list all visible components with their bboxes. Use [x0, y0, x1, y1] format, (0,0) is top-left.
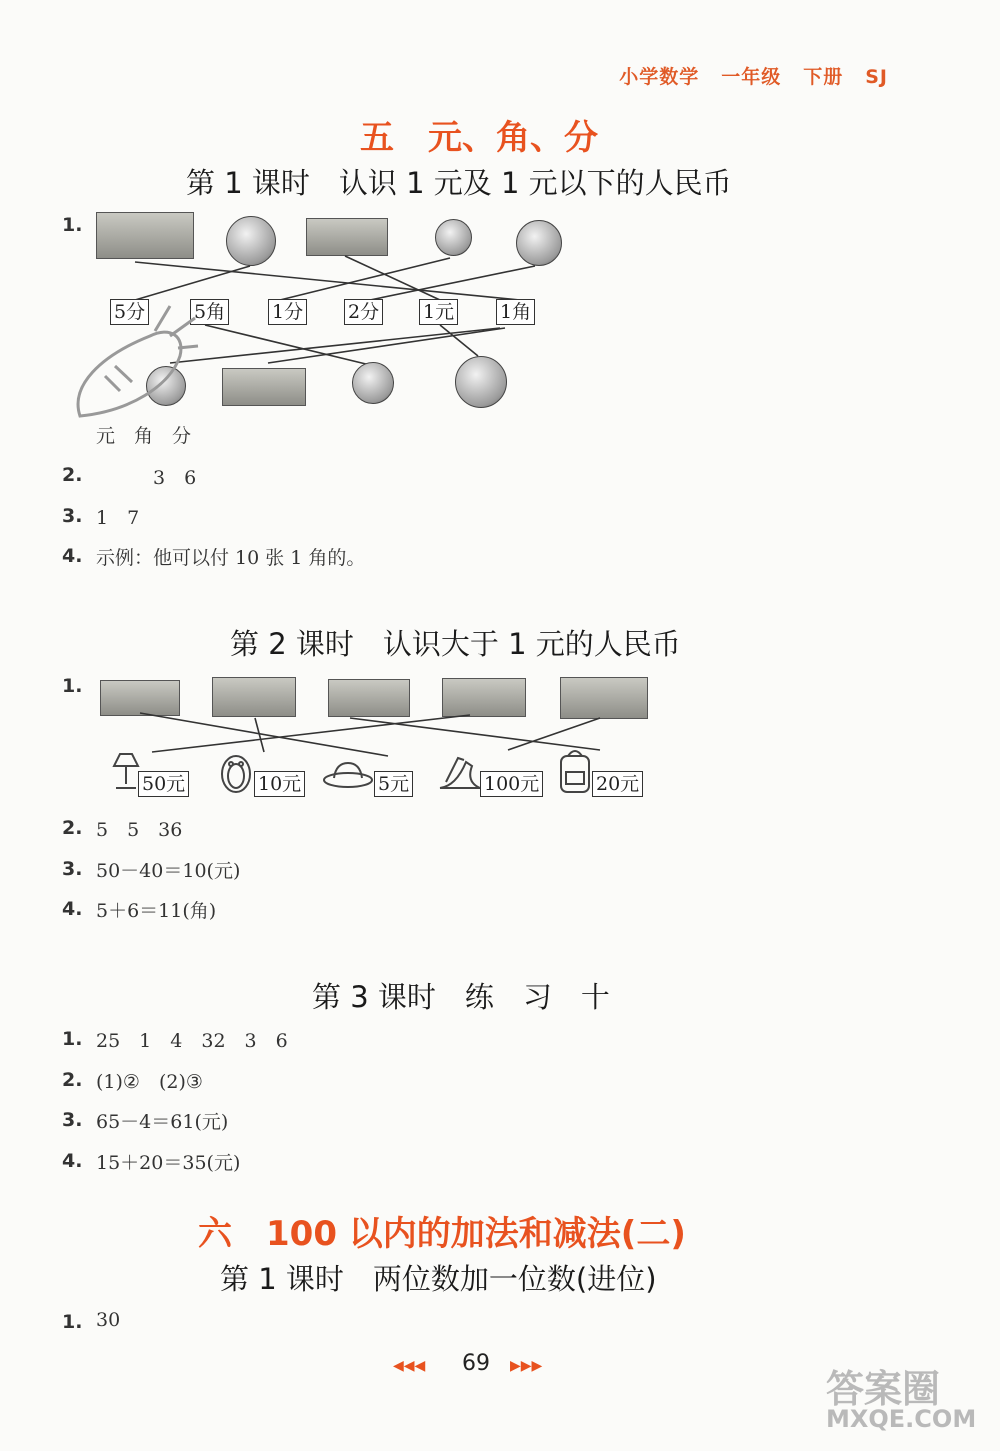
price-box-4: 20元 [592, 771, 643, 797]
page-number: 69 [462, 1351, 490, 1376]
unit-box-0: 5分 [110, 299, 149, 325]
high-heels-icon [436, 752, 484, 794]
l3-q2-answer: (1)② (2)③ [96, 1071, 203, 1093]
unit-5-title: 五 元、角、分 [360, 118, 598, 158]
footer-left-arrows-icon: ◀◀◀ [393, 1358, 426, 1374]
price-box-2: 5元 [374, 771, 413, 797]
l3-q3-number: 3. [62, 1109, 83, 1131]
l2-q2-number: 2. [62, 817, 83, 839]
coin-image [455, 356, 507, 408]
l3-q4-number: 4. [62, 1150, 83, 1172]
u6-l1-q1-number: 1. [62, 1311, 83, 1333]
price-box-0: 50元 [138, 771, 189, 797]
unit-box-4: 1元 [419, 299, 458, 325]
l3-q4-answer: 15＋20＝35(元) [96, 1152, 241, 1174]
unit-box-1: 5角 [190, 299, 229, 325]
unit5-lesson3-title: 第 3 课时 练 习 十 [312, 980, 610, 1014]
banknote-image [222, 368, 306, 406]
watermark-url: MXQE.COM [826, 1405, 977, 1433]
l1-q2-answer: 3 6 [96, 467, 197, 489]
unit-box-5: 1角 [496, 299, 535, 325]
unit-box-2: 1分 [268, 299, 307, 325]
watermark-logo: 答案圈 [826, 1367, 941, 1411]
hat-icon [322, 760, 374, 790]
unit6-lesson1-title: 第 1 课时 两位数加一位数(进位) [220, 1262, 657, 1296]
l2-q4-number: 4. [62, 898, 83, 920]
header-grade: 一年级 [721, 66, 782, 88]
l3-q1-answer: 25 1 4 32 3 6 [96, 1030, 288, 1052]
l2-q2-answer: 5 5 36 [96, 819, 183, 841]
l1-q3-answer: 1 7 [96, 507, 140, 529]
l1-q2-number: 2. [62, 464, 83, 486]
l2-q3-answer: 50－40＝10(元) [96, 860, 241, 882]
l3-q2-number: 2. [62, 1069, 83, 1091]
l1-q1-units-label: 元 角 分 [96, 425, 192, 447]
header-edition: SJ [865, 66, 888, 88]
l2-q3-number: 3. [62, 858, 83, 880]
footer-right-arrows-icon: ▶▶▶ [510, 1358, 543, 1374]
l2-q4-answer: 5＋6＝11(角) [96, 900, 217, 922]
l1-q1-number: 1. [62, 214, 83, 236]
l1-q4-number: 4. [62, 545, 83, 567]
l2-q1-number: 1. [62, 675, 83, 697]
backpack-icon [556, 746, 594, 796]
u6-l1-q1-answer: 30 [96, 1309, 121, 1331]
unit-6-title: 六 100 以内的加法和减法(二) [198, 1214, 686, 1254]
header-subject: 小学数学 [619, 66, 700, 88]
l3-q3-answer: 65－4＝61(元) [96, 1111, 229, 1133]
unit5-lesson1-title: 第 1 课时 认识 1 元及 1 元以下的人民币 [186, 166, 732, 200]
l1-q3-number: 3. [62, 505, 83, 527]
price-box-1: 10元 [254, 771, 305, 797]
coin-image [352, 362, 394, 404]
header-volume: 下册 [803, 66, 844, 88]
penguin-icon [216, 748, 256, 794]
l3-q1-number: 1. [62, 1028, 83, 1050]
price-box-3: 100元 [480, 771, 543, 797]
l1-q4-answer: 示例：他可以付 10 张 1 角的。 [96, 547, 366, 569]
unit5-lesson2-title: 第 2 课时 认识大于 1 元的人民币 [230, 627, 681, 661]
unit-box-3: 2分 [344, 299, 383, 325]
